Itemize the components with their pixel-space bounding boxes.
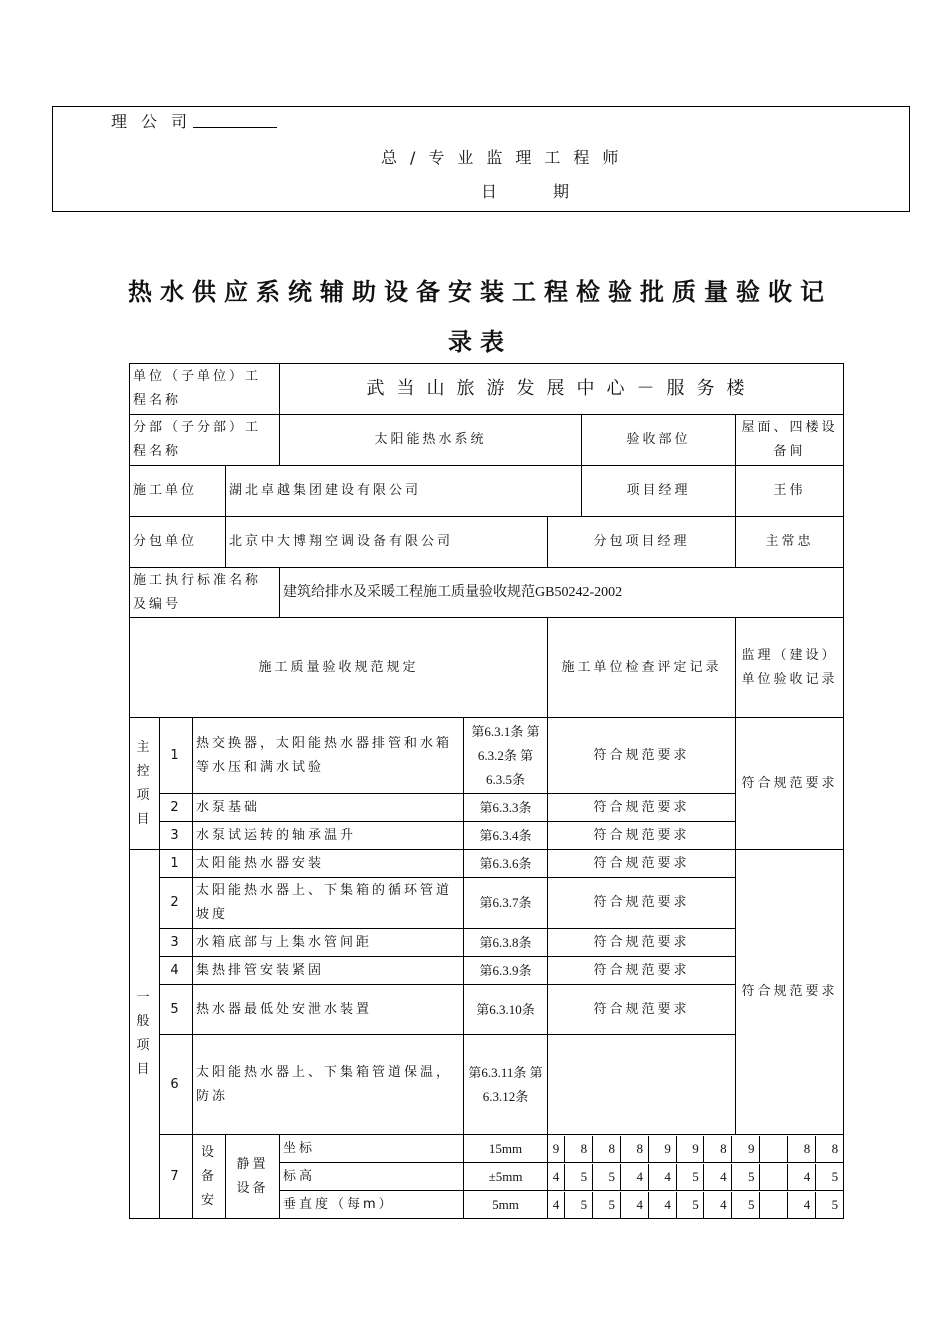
item-clause: 第6.3.8条 <box>464 929 548 957</box>
main-items-group: 主控项目 <box>130 718 160 850</box>
value-cell: 9 <box>687 1136 704 1162</box>
row-no: 6 <box>160 1035 193 1135</box>
value-cell: 5 <box>687 1164 704 1190</box>
value-cell: 5 <box>604 1164 621 1190</box>
values-row <box>548 1164 843 1190</box>
general-items-conclusion: 符合规范要求 <box>736 850 844 1135</box>
item-clause: 第6.3.9条 <box>464 957 548 985</box>
item-record: 符合规范要求 <box>548 718 736 794</box>
value-cell: 9 <box>548 1136 565 1162</box>
value-cell: 9 <box>743 1136 760 1162</box>
measure-tolerance: 15mm <box>464 1135 548 1163</box>
item-clause: 第6.3.7条 <box>464 878 548 929</box>
row-no: 3 <box>160 929 193 957</box>
spec-column-header: 施工质量验收规范规定 <box>130 618 548 718</box>
row-no: 1 <box>160 850 193 878</box>
sub-pm-label: 分包项目经理 <box>548 517 736 568</box>
value-cell: 5 <box>604 1192 621 1218</box>
unit-value: 武当山旅游发展中心－服务楼 <box>280 364 844 415</box>
value-cell: 4 <box>715 1164 732 1190</box>
item-text: 热水器最低处安泄水装置 <box>193 985 464 1035</box>
row-no: 5 <box>160 985 193 1035</box>
subproject-value: 太阳能热水系统 <box>280 415 582 466</box>
value-cell: 8 <box>715 1136 732 1162</box>
item-record: 符合规范要求 <box>548 850 736 878</box>
measure-tolerance: ±5mm <box>464 1163 548 1191</box>
value-cell: 5 <box>576 1164 593 1190</box>
value-cell: 8 <box>632 1136 649 1162</box>
value-cell: 4 <box>799 1164 816 1190</box>
sub-pm-value: 主常忠 <box>736 517 844 568</box>
value-cell: 5 <box>831 1196 839 1212</box>
item-record: 符合规范要求 <box>548 929 736 957</box>
item-record: 符合规范要求 <box>548 957 736 985</box>
values-row <box>548 1192 843 1218</box>
unit-label: 单位（子单位）工程名称 <box>130 364 280 415</box>
row-no: 7 <box>160 1135 193 1219</box>
static-equipment-label: 静置设备 <box>226 1135 280 1219</box>
row-no: 3 <box>160 822 193 850</box>
item-text: 水泵基础 <box>193 794 464 822</box>
measure-name: 垂直度（每m） <box>280 1191 464 1219</box>
row-no: 2 <box>160 878 193 929</box>
item-record: 符合规范要求 <box>548 985 736 1035</box>
value-cell: 5 <box>687 1192 704 1218</box>
item-text: 热交换器，太阳能热水器排管和水箱等水压和满水试验 <box>193 718 464 794</box>
item-record: 符合规范要求 <box>548 822 736 850</box>
contractor-label: 施工单位 <box>130 466 226 517</box>
measure-values <box>548 1163 844 1191</box>
values-row <box>548 1136 843 1162</box>
general-items-group: 一般项目 <box>130 850 160 1219</box>
value-cell: 4 <box>799 1192 816 1218</box>
value-cell <box>771 1136 788 1162</box>
measure-values <box>548 1191 844 1219</box>
item-clause: 第6.3.3条 <box>464 794 548 822</box>
main-items-conclusion: 符合规范要求 <box>736 718 844 850</box>
company-label: 理公司 <box>111 112 202 131</box>
standard-label: 施工执行标准名称及编号 <box>130 568 280 618</box>
item-text: 水泵试运转的轴承温升 <box>193 822 464 850</box>
item-text: 太阳能热水器上、下集箱的循环管道坡度 <box>193 878 464 929</box>
date-label: 日期 <box>481 182 626 201</box>
item-text: 水箱底部与上集水管间距 <box>193 929 464 957</box>
measure-name: 坐标 <box>280 1135 464 1163</box>
measure-name: 标高 <box>280 1163 464 1191</box>
value-cell: 4 <box>632 1192 649 1218</box>
value-cell: 4 <box>632 1164 649 1190</box>
value-cell: 8 <box>799 1136 816 1162</box>
value-cell: 8 <box>604 1136 621 1162</box>
value-cell: 4 <box>660 1192 677 1218</box>
value-cell: 5 <box>743 1192 760 1218</box>
pm-value: 王伟 <box>736 466 844 517</box>
item-clause: 第6.3.10条 <box>464 985 548 1035</box>
item-clause: 第6.3.11条 第6.3.12条 <box>464 1035 548 1135</box>
item-record: 符合规范要求 <box>548 878 736 929</box>
value-cell: 9 <box>660 1136 677 1162</box>
standard-value: 建筑给排水及采暖工程施工质量验收规范GB50242-2002 <box>280 568 844 618</box>
value-cell: 8 <box>576 1136 593 1162</box>
item-record: 符合规范要求 <box>548 794 736 822</box>
row-no: 1 <box>160 718 193 794</box>
value-cell: 5 <box>831 1168 839 1184</box>
value-cell <box>771 1164 788 1190</box>
subcontractor-label: 分包单位 <box>130 517 226 568</box>
row-no: 4 <box>160 957 193 985</box>
item-text: 太阳能热水器上、下集箱管道保温，防冻 <box>193 1035 464 1135</box>
pm-label: 项目经理 <box>582 466 736 517</box>
signature-box <box>52 106 910 212</box>
part-value: 屋面、四楼设备间 <box>736 415 844 466</box>
contractor-value: 湖北卓越集团建设有限公司 <box>226 466 582 517</box>
value-cell <box>771 1192 788 1218</box>
item-clause: 第6.3.6条 <box>464 850 548 878</box>
value-cell: 4 <box>548 1192 565 1218</box>
record-column-header: 施工单位检查评定记录 <box>548 618 736 718</box>
item-clause: 第6.3.1条 第6.3.2条 第6.3.5条 <box>464 718 548 794</box>
equipment-group-label: 设备安 <box>193 1135 226 1219</box>
supervision-column-header: 监理（建设）单位验收记录 <box>736 618 844 718</box>
page-title: 热水供应系统辅助设备安装工程检验批质量验收记 <box>128 278 832 306</box>
engineer-label: 总/专业监理工程师 <box>381 148 632 167</box>
item-text: 集热排管安装紧固 <box>193 957 464 985</box>
subcontractor-value: 北京中大博翔空调设备有限公司 <box>226 517 548 568</box>
measure-tolerance: 5mm <box>464 1191 548 1219</box>
value-cell: 4 <box>660 1164 677 1190</box>
value-cell: 5 <box>576 1192 593 1218</box>
inspection-table <box>129 363 844 1219</box>
item-text: 太阳能热水器安装 <box>193 850 464 878</box>
value-cell: 4 <box>715 1192 732 1218</box>
part-label: 验收部位 <box>582 415 736 466</box>
page-title-line2: 录表 <box>448 328 512 356</box>
value-cell: 5 <box>743 1164 760 1190</box>
item-clause: 第6.3.4条 <box>464 822 548 850</box>
value-cell: 4 <box>548 1164 565 1190</box>
measure-values <box>548 1135 844 1163</box>
item-record <box>548 1035 736 1135</box>
value-cell: 8 <box>831 1140 839 1156</box>
signature-line <box>193 127 277 128</box>
row-no: 2 <box>160 794 193 822</box>
subproject-label: 分部（子分部）工程名称 <box>130 415 280 466</box>
